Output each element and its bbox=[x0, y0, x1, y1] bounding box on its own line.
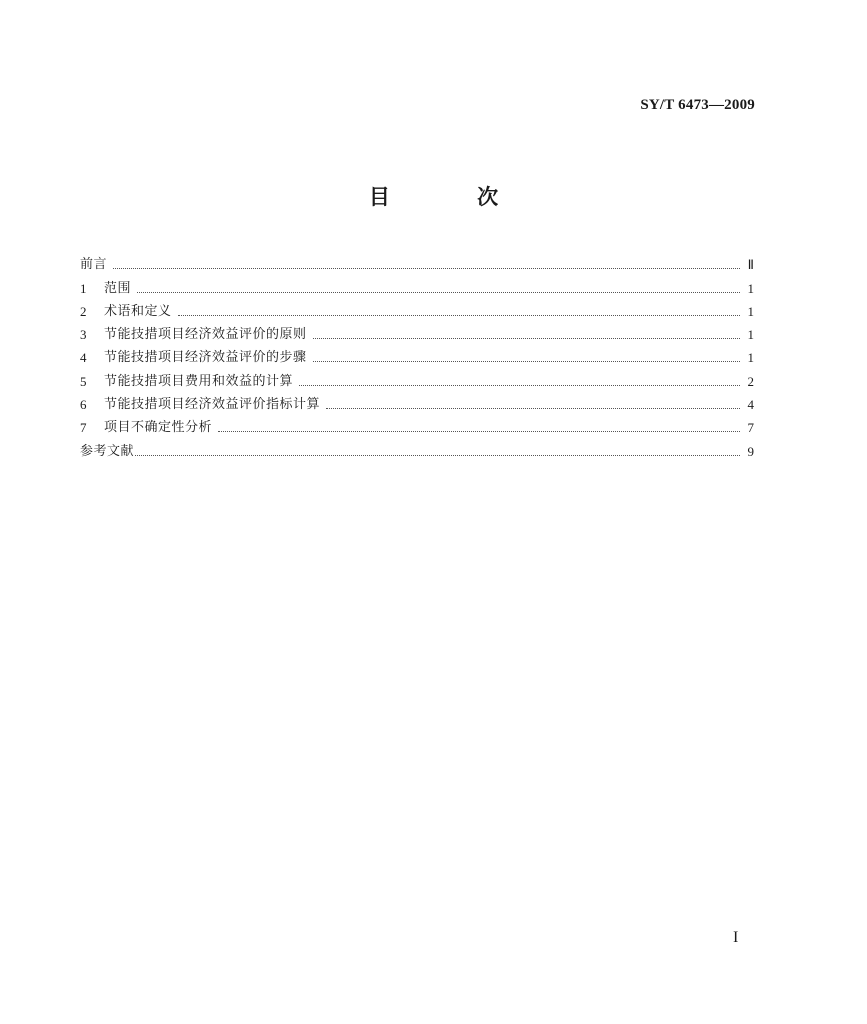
page-title: 目 次 bbox=[368, 185, 539, 209]
toc-entry-2[interactable] bbox=[80, 297, 754, 320]
toc-entry-title: 参考文献 bbox=[80, 443, 135, 459]
toc-leader-dots bbox=[299, 384, 740, 386]
toc-leader-dots bbox=[178, 314, 740, 316]
toc-entry-title: 范围 bbox=[104, 280, 132, 296]
toc-entry-7[interactable] bbox=[80, 413, 754, 436]
toc-entry-number: 2 bbox=[80, 303, 87, 319]
toc-entry-title: 节能技措项目经济效益评价的原则 bbox=[104, 327, 307, 343]
toc-entry-number: 5 bbox=[80, 373, 87, 389]
toc-entry-page: 1 bbox=[747, 280, 754, 296]
toc-entry-title: 术语和定义 bbox=[104, 303, 172, 319]
toc-entry-preface[interactable] bbox=[80, 250, 754, 273]
toc-leader-dots bbox=[313, 337, 740, 339]
toc-entry-1[interactable] bbox=[80, 273, 754, 296]
toc-leader-dots bbox=[135, 454, 740, 456]
toc-entry-page: 2 bbox=[747, 373, 754, 389]
toc-entry-page: 4 bbox=[747, 397, 754, 413]
toc-entry-6[interactable] bbox=[80, 390, 754, 413]
toc-entry-4[interactable] bbox=[80, 343, 754, 366]
toc-entry-page: 9 bbox=[747, 443, 754, 459]
toc-entry-page: Ⅱ bbox=[747, 257, 754, 273]
toc-entry-3[interactable] bbox=[80, 320, 754, 343]
toc-leader-dots bbox=[313, 360, 740, 362]
toc-entry-page: 7 bbox=[747, 420, 754, 436]
toc-entry-references[interactable] bbox=[80, 436, 754, 459]
table-of-contents bbox=[80, 250, 754, 460]
toc-entry-title: 前言 bbox=[80, 257, 108, 273]
toc-entry-number: 6 bbox=[80, 397, 87, 413]
toc-entry-number: 3 bbox=[80, 327, 87, 343]
toc-entry-5[interactable] bbox=[80, 366, 754, 389]
toc-entry-page: 1 bbox=[747, 327, 754, 343]
toc-leader-dots bbox=[218, 430, 740, 432]
toc-entry-page: 1 bbox=[747, 303, 754, 319]
toc-entry-number: 4 bbox=[80, 350, 87, 366]
toc-entry-number: 1 bbox=[80, 280, 87, 296]
toc-entry-title: 节能技措项目经济效益评价指标计算 bbox=[104, 397, 321, 413]
toc-leader-dots bbox=[137, 291, 740, 293]
toc-entry-number: 7 bbox=[80, 420, 87, 436]
toc-entry-title: 项目不确定性分析 bbox=[104, 420, 213, 436]
toc-leader-dots bbox=[326, 407, 740, 409]
toc-entry-title: 节能技措项目费用和效益的计算 bbox=[104, 373, 294, 389]
toc-entry-title: 节能技措项目经济效益评价的步骤 bbox=[104, 350, 307, 366]
standard-number: SY/T 6473—2009 bbox=[640, 97, 755, 113]
toc-leader-dots bbox=[113, 267, 740, 269]
page-number: I bbox=[733, 929, 739, 946]
toc-entry-page: 1 bbox=[747, 350, 754, 366]
